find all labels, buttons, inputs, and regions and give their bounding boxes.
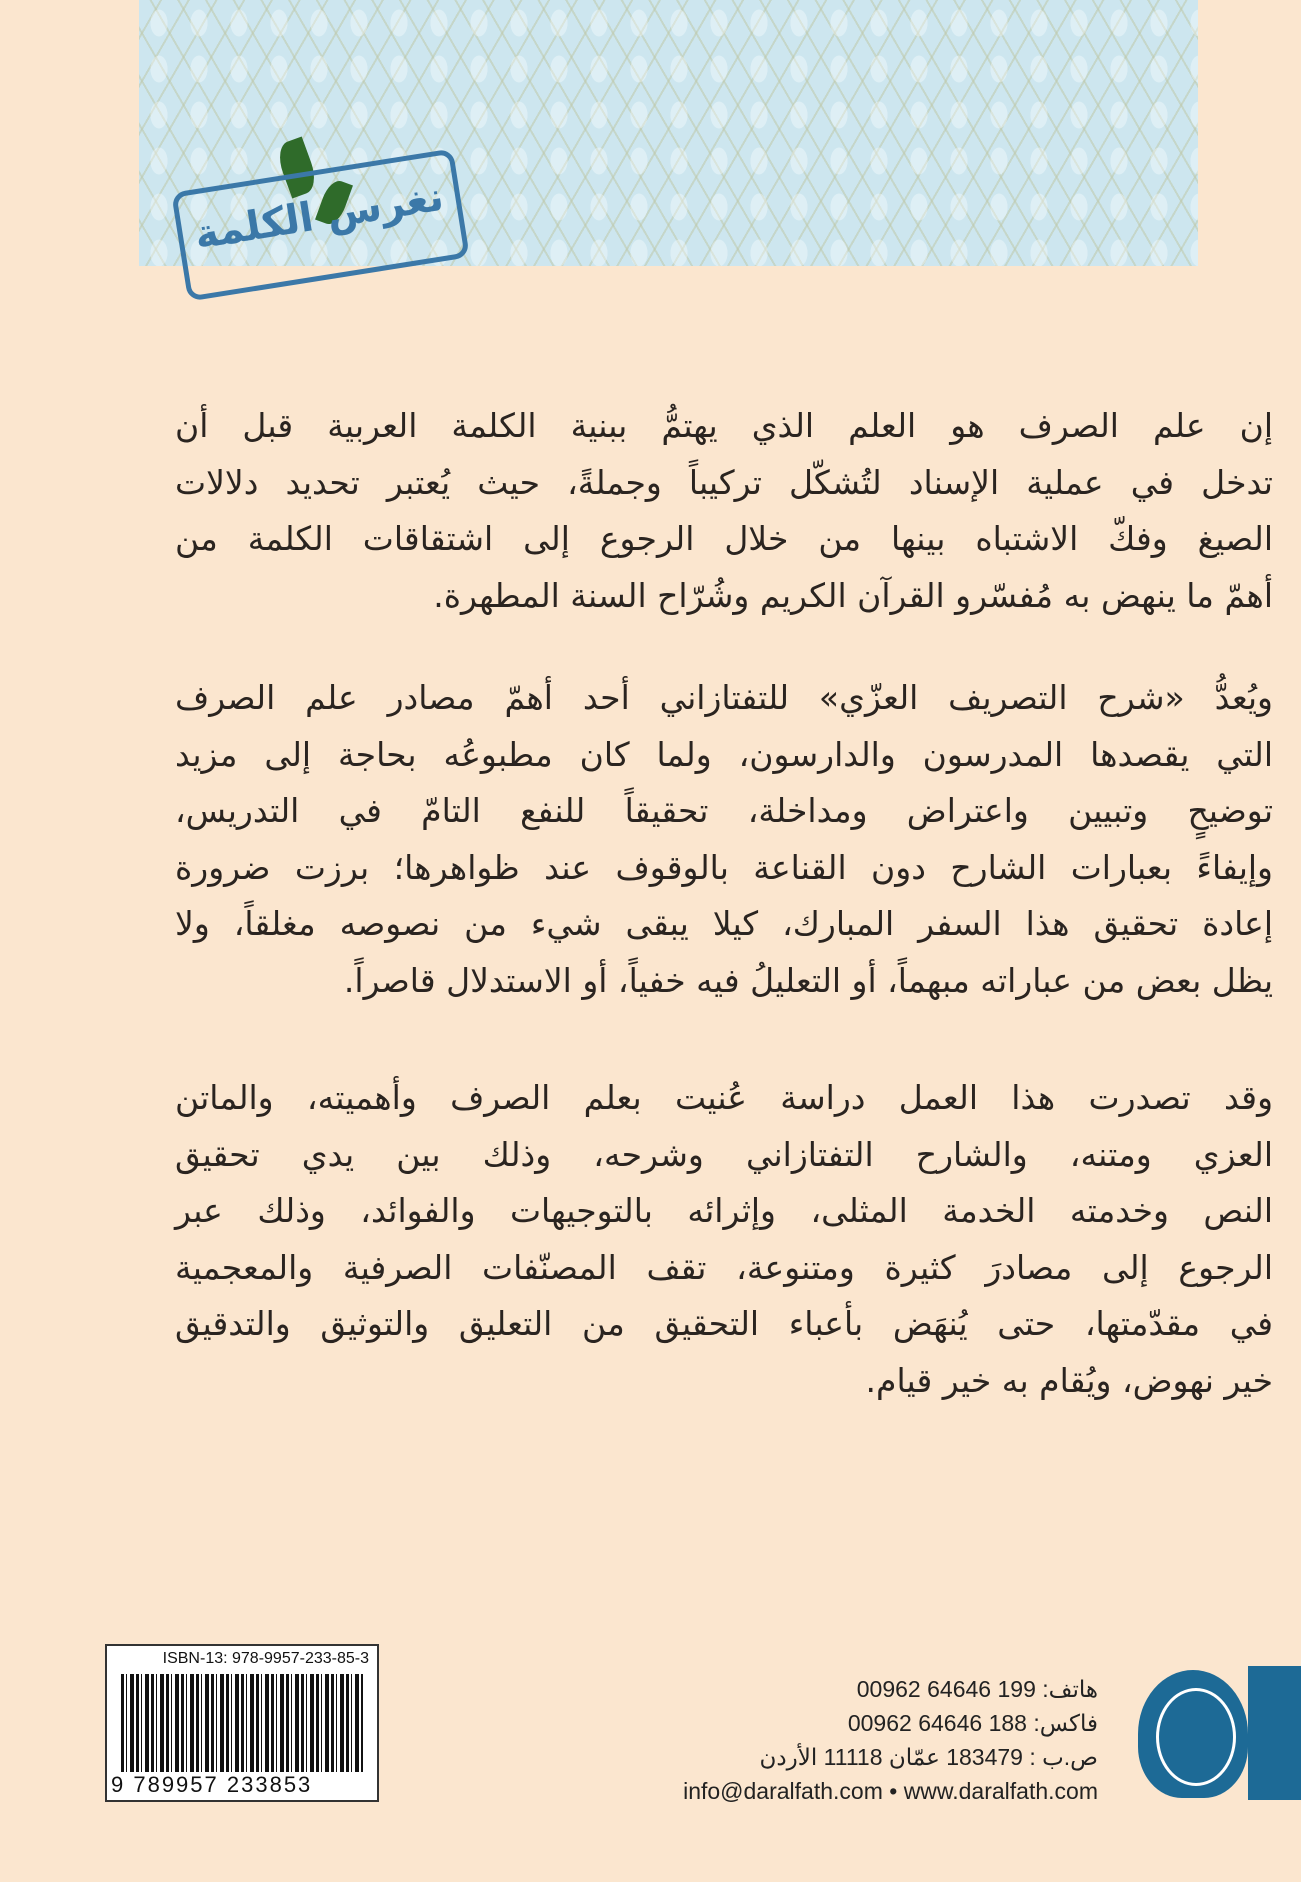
text-line: وإيفاءً بعبارات الشارح دون القناعة بالوقوف عند ظواهرها؛ برزت ضرورة [175, 847, 1273, 887]
text-line: خير نهوض، ويُقام به خير قيام. [865, 1360, 1273, 1400]
stamp-text: نغرس الكلمة [191, 173, 447, 259]
publisher-contact [683, 1672, 1098, 1808]
text-line: في مقدّمتها، حتى يُنهَض بأعباء التحقيق من التعليق والتوثيق والتدقيق [175, 1304, 1273, 1343]
paragraph-3 [175, 1070, 1273, 1409]
text-line: العزي ومتنه، والشارح التفتازاني وشرحه، وذلك بين يدي تحقيق [175, 1134, 1273, 1174]
po-box: ص.ب : 183479 عمّان 11118 الأردن [759, 1744, 1098, 1770]
text-line: أهمّ ما ينهض به مُفسّرو القرآن الكريم وشُرّاح السنة المطهرة. [433, 575, 1273, 615]
text-line: توضيحٍ وتبيين واعتراض ومداخلة، تحقيقاً للنفع التامّ في التدريس، [175, 791, 1273, 830]
fax: فاكس: 188 64646 00962 [847, 1710, 1098, 1736]
isbn-label: ISBN-13: 978-9957-233-85-3 [162, 1650, 369, 1667]
phone: هاتف: 199 64646 00962 [856, 1676, 1098, 1702]
text-line: ويُعدُّ «شرح التصريف العزّي» للتفتازاني أحد أهمّ مصادر علم الصرف [175, 678, 1273, 717]
barcode-bars [121, 1674, 363, 1774]
text-line: الرجوع إلى مصادرَ كثيرة ومتنوعة، تقف المصنّفات الصرفية والمعجمية [175, 1247, 1273, 1287]
text-line: وقد تصدرت هذا العمل دراسة عُنيت بعلم الصرف وأهميته، والماتن [175, 1078, 1273, 1117]
publisher-band [1248, 1666, 1301, 1800]
text-line: التي يقصدها المدرسون والدارسون، ولما كان مطبوعُه بحاجة إلى مزيد [175, 734, 1273, 774]
text-line: الصيغ وفكّ الاشتباه بينها من خلال الرجوع إلى اشتقاقات الكلمة من [175, 519, 1273, 558]
publisher-logo-icon [1138, 1670, 1248, 1798]
text-line: إعادة تحقيق هذا السفر المبارك، كيلا يبقى شيء من نصوصه مغلقاً، ولا [175, 904, 1273, 943]
text-line: يظل بعض من عباراته مبهماً، أو التعليلُ فيه خفياً، أو الاستدلال قاصراً. [343, 960, 1273, 1000]
paragraph-2 [175, 670, 1273, 1009]
web-email: info@daralfath.com • www.daralfath.com [683, 1778, 1098, 1804]
barcode-digits: 9 789957 233853 [111, 1772, 373, 1798]
text-line: النص وخدمته الخدمة المثلى، وإثرائه بالتوجيهات والفوائد، وذلك عبر [175, 1191, 1273, 1230]
text-line: إن علم الصرف هو العلم الذي يهتمُّ ببنية الكلمة العربية قبل أن [175, 406, 1273, 445]
isbn-barcode [105, 1644, 379, 1802]
text-line: تدخل في عملية الإسناد لتُشكّل تركيباً وجملةً، حيث يُعتبر تحديد دلالات [175, 462, 1273, 502]
paragraph-1 [175, 398, 1273, 624]
